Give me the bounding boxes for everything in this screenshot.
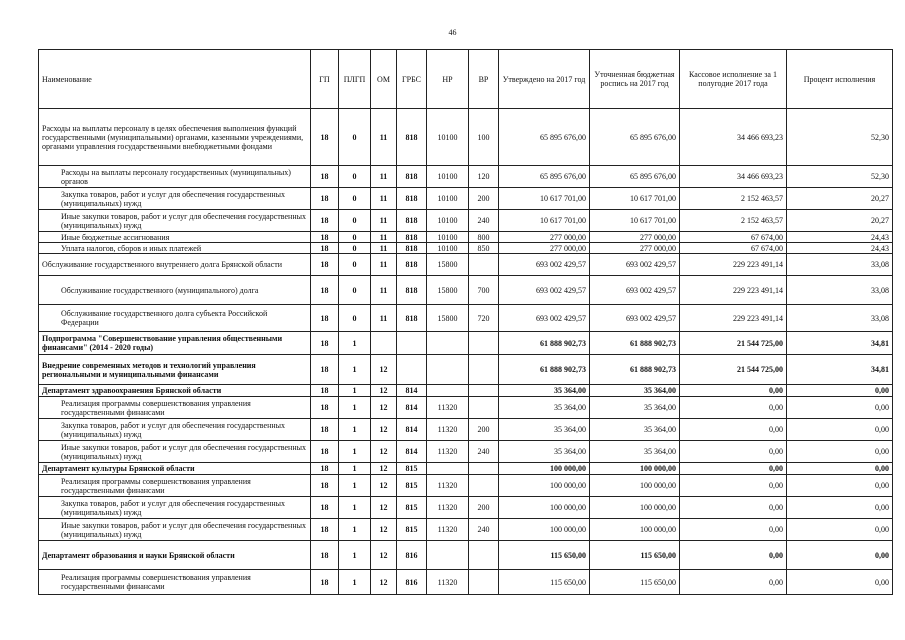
table-row [39, 519, 893, 541]
cell-name: Закупка товаров, работ и услуг для обеспечения государственных (муниципальных) нужд [39, 419, 311, 441]
cell-refined: 277 000,00 [590, 232, 680, 243]
cell-refined: 10 617 701,00 [590, 210, 680, 232]
cell-nr: 11320 [427, 419, 469, 441]
cell-om: 11 [371, 166, 397, 188]
cell-nr: 10100 [427, 210, 469, 232]
cell-percent: 0,00 [787, 397, 893, 419]
cell-om: 11 [371, 254, 397, 276]
cell-om: 11 [371, 243, 397, 254]
cell-cash: 0,00 [680, 519, 787, 541]
cell-cash: 0,00 [680, 385, 787, 397]
cell-approved: 693 002 429,57 [499, 276, 590, 305]
cell-cash: 2 152 463,57 [680, 210, 787, 232]
cell-om: 12 [371, 519, 397, 541]
cell-nr: 11320 [427, 497, 469, 519]
cell-gp: 18 [311, 419, 339, 441]
cell-name: Расходы на выплаты персоналу государственных (муниципальных) органов [39, 166, 311, 188]
cell-gp: 18 [311, 332, 339, 355]
cell-grbs: 818 [397, 276, 427, 305]
cell-cash: 0,00 [680, 570, 787, 595]
cell-om: 11 [371, 109, 397, 166]
table-row [39, 188, 893, 210]
cell-om: 12 [371, 355, 397, 385]
cell-gp: 18 [311, 166, 339, 188]
budget-table [38, 49, 893, 595]
cell-vr: 100 [469, 109, 499, 166]
cell-refined: 277 000,00 [590, 243, 680, 254]
cell-percent: 0,00 [787, 541, 893, 570]
page-number: 46 [448, 28, 457, 37]
cell-refined: 100 000,00 [590, 519, 680, 541]
cell-vr: 200 [469, 188, 499, 210]
cell-gp: 18 [311, 541, 339, 570]
table-row [39, 441, 893, 463]
table-row [39, 166, 893, 188]
header-vr: ВР [469, 50, 499, 109]
cell-percent: 33,08 [787, 254, 893, 276]
cell-plgp: 1 [339, 385, 371, 397]
cell-vr: 200 [469, 419, 499, 441]
cell-refined: 35 364,00 [590, 397, 680, 419]
cell-cash: 0,00 [680, 497, 787, 519]
cell-nr: 15800 [427, 254, 469, 276]
cell-plgp: 1 [339, 475, 371, 497]
table-row [39, 497, 893, 519]
cell-name: Закупка товаров, работ и услуг для обеспечения государственных (муниципальных) нужд [39, 188, 311, 210]
cell-grbs: 815 [397, 475, 427, 497]
cell-grbs: 815 [397, 519, 427, 541]
cell-grbs: 818 [397, 305, 427, 332]
cell-nr: 11320 [427, 475, 469, 497]
cell-vr: 120 [469, 166, 499, 188]
cell-om: 12 [371, 463, 397, 475]
cell-om: 11 [371, 210, 397, 232]
header-nr: НР [427, 50, 469, 109]
cell-name: Реализация программы совершенствования управления государственными финансами [39, 475, 311, 497]
cell-percent: 0,00 [787, 441, 893, 463]
cell-vr [469, 397, 499, 419]
cell-nr [427, 463, 469, 475]
cell-nr: 10100 [427, 243, 469, 254]
cell-approved: 100 000,00 [499, 497, 590, 519]
cell-name: Иные бюджетные ассигнования [39, 232, 311, 243]
cell-plgp: 1 [339, 463, 371, 475]
cell-om: 11 [371, 232, 397, 243]
cell-approved: 35 364,00 [499, 419, 590, 441]
cell-plgp: 0 [339, 243, 371, 254]
cell-vr: 720 [469, 305, 499, 332]
cell-approved: 100 000,00 [499, 519, 590, 541]
cell-plgp: 0 [339, 232, 371, 243]
cell-nr [427, 332, 469, 355]
cell-plgp: 0 [339, 109, 371, 166]
cell-approved: 35 364,00 [499, 385, 590, 397]
cell-gp: 18 [311, 475, 339, 497]
cell-grbs [397, 355, 427, 385]
cell-percent: 0,00 [787, 497, 893, 519]
cell-percent: 0,00 [787, 463, 893, 475]
cell-percent: 20,27 [787, 210, 893, 232]
cell-grbs: 816 [397, 570, 427, 595]
cell-percent: 33,08 [787, 305, 893, 332]
cell-cash: 0,00 [680, 463, 787, 475]
cell-gp: 18 [311, 570, 339, 595]
header-approved: Утверждено на 2017 год [499, 50, 590, 109]
cell-plgp: 1 [339, 397, 371, 419]
cell-om: 12 [371, 419, 397, 441]
cell-name: Департамент образования и науки Брянской области [39, 541, 311, 570]
cell-grbs: 814 [397, 397, 427, 419]
cell-cash: 2 152 463,57 [680, 188, 787, 210]
cell-plgp: 1 [339, 332, 371, 355]
table-row [39, 109, 893, 166]
cell-plgp: 1 [339, 541, 371, 570]
cell-refined: 10 617 701,00 [590, 188, 680, 210]
cell-gp: 18 [311, 355, 339, 385]
header-om: ОМ [371, 50, 397, 109]
cell-cash: 67 674,00 [680, 232, 787, 243]
cell-vr [469, 570, 499, 595]
cell-approved: 61 888 902,73 [499, 355, 590, 385]
cell-name: Подпрограмма "Совершенствование управления общественными финансами" (2014 - 2020 годы) [39, 332, 311, 355]
cell-approved: 693 002 429,57 [499, 305, 590, 332]
cell-refined: 100 000,00 [590, 475, 680, 497]
cell-gp: 18 [311, 254, 339, 276]
table-row [39, 541, 893, 570]
cell-grbs: 818 [397, 188, 427, 210]
cell-percent: 20,27 [787, 188, 893, 210]
cell-gp: 18 [311, 109, 339, 166]
cell-plgp: 0 [339, 305, 371, 332]
table-row [39, 385, 893, 397]
cell-name: Внедрение современных методов и технологий управления региональными и муниципальными финансами [39, 355, 311, 385]
header-percent: Процент исполнения [787, 50, 893, 109]
cell-vr [469, 254, 499, 276]
cell-nr: 11320 [427, 397, 469, 419]
cell-nr: 10100 [427, 109, 469, 166]
cell-gp: 18 [311, 210, 339, 232]
cell-nr: 11320 [427, 570, 469, 595]
cell-plgp: 1 [339, 570, 371, 595]
table-row [39, 276, 893, 305]
cell-name: Департамент здравоохранения Брянской области [39, 385, 311, 397]
cell-cash: 0,00 [680, 397, 787, 419]
cell-grbs: 818 [397, 210, 427, 232]
table-row [39, 463, 893, 475]
cell-nr [427, 541, 469, 570]
cell-plgp: 1 [339, 519, 371, 541]
cell-grbs: 818 [397, 109, 427, 166]
cell-name: Департамент культуры Брянской области [39, 463, 311, 475]
cell-approved: 277 000,00 [499, 232, 590, 243]
cell-vr: 240 [469, 441, 499, 463]
cell-vr: 700 [469, 276, 499, 305]
cell-percent: 0,00 [787, 570, 893, 595]
cell-grbs [397, 332, 427, 355]
cell-nr [427, 355, 469, 385]
cell-plgp: 1 [339, 497, 371, 519]
cell-percent: 52,30 [787, 109, 893, 166]
cell-name: Обслуживание государственного внутреннего долга Брянской области [39, 254, 311, 276]
cell-plgp: 1 [339, 441, 371, 463]
cell-refined: 100 000,00 [590, 497, 680, 519]
header-name: Наименование [39, 50, 311, 109]
cell-plgp: 1 [339, 419, 371, 441]
cell-om: 11 [371, 276, 397, 305]
cell-approved: 10 617 701,00 [499, 210, 590, 232]
cell-approved: 115 650,00 [499, 541, 590, 570]
cell-percent: 0,00 [787, 519, 893, 541]
cell-refined: 115 650,00 [590, 570, 680, 595]
cell-om: 12 [371, 385, 397, 397]
cell-cash: 0,00 [680, 475, 787, 497]
cell-name: Обслуживание государственного долга субъекта Российской Федерации [39, 305, 311, 332]
cell-gp: 18 [311, 305, 339, 332]
cell-gp: 18 [311, 188, 339, 210]
cell-grbs: 818 [397, 166, 427, 188]
cell-nr: 15800 [427, 276, 469, 305]
cell-grbs: 815 [397, 463, 427, 475]
cell-refined: 65 895 676,00 [590, 166, 680, 188]
cell-percent: 0,00 [787, 419, 893, 441]
cell-approved: 100 000,00 [499, 475, 590, 497]
table-row [39, 397, 893, 419]
cell-om: 12 [371, 570, 397, 595]
cell-plgp: 1 [339, 355, 371, 385]
cell-refined: 35 364,00 [590, 441, 680, 463]
cell-gp: 18 [311, 497, 339, 519]
cell-approved: 115 650,00 [499, 570, 590, 595]
cell-vr: 240 [469, 210, 499, 232]
cell-plgp: 0 [339, 254, 371, 276]
cell-gp: 18 [311, 243, 339, 254]
table-row [39, 305, 893, 332]
cell-om: 12 [371, 497, 397, 519]
cell-grbs: 815 [397, 497, 427, 519]
cell-approved: 100 000,00 [499, 463, 590, 475]
cell-percent: 33,08 [787, 276, 893, 305]
cell-approved: 65 895 676,00 [499, 166, 590, 188]
cell-percent: 24,43 [787, 232, 893, 243]
cell-cash: 34 466 693,23 [680, 166, 787, 188]
cell-percent: 0,00 [787, 475, 893, 497]
cell-refined: 35 364,00 [590, 419, 680, 441]
cell-cash: 229 223 491,14 [680, 276, 787, 305]
cell-nr: 15800 [427, 305, 469, 332]
cell-cash: 229 223 491,14 [680, 305, 787, 332]
cell-gp: 18 [311, 519, 339, 541]
table-row [39, 243, 893, 254]
cell-om: 11 [371, 305, 397, 332]
cell-approved: 277 000,00 [499, 243, 590, 254]
cell-nr [427, 385, 469, 397]
cell-vr [469, 541, 499, 570]
cell-refined: 115 650,00 [590, 541, 680, 570]
cell-gp: 18 [311, 463, 339, 475]
cell-approved: 35 364,00 [499, 441, 590, 463]
cell-nr: 11320 [427, 519, 469, 541]
cell-name: Уплата налогов, сборов и иных платежей [39, 243, 311, 254]
table-row [39, 210, 893, 232]
cell-nr: 10100 [427, 188, 469, 210]
cell-cash: 0,00 [680, 441, 787, 463]
cell-plgp: 0 [339, 276, 371, 305]
cell-nr: 10100 [427, 232, 469, 243]
cell-refined: 61 888 902,73 [590, 355, 680, 385]
cell-refined: 100 000,00 [590, 463, 680, 475]
cell-name: Иные закупки товаров, работ и услуг для обеспечения государственных (муниципальных) нужд [39, 519, 311, 541]
cell-om: 12 [371, 475, 397, 497]
table-row [39, 419, 893, 441]
cell-om: 12 [371, 541, 397, 570]
cell-vr: 850 [469, 243, 499, 254]
cell-approved: 35 364,00 [499, 397, 590, 419]
cell-cash: 0,00 [680, 541, 787, 570]
cell-name: Реализация программы совершенствования управления государственными финансами [39, 397, 311, 419]
cell-cash: 34 466 693,23 [680, 109, 787, 166]
cell-cash: 229 223 491,14 [680, 254, 787, 276]
cell-plgp: 0 [339, 210, 371, 232]
cell-approved: 693 002 429,57 [499, 254, 590, 276]
cell-cash: 67 674,00 [680, 243, 787, 254]
cell-approved: 10 617 701,00 [499, 188, 590, 210]
cell-vr [469, 355, 499, 385]
cell-vr [469, 385, 499, 397]
cell-vr: 800 [469, 232, 499, 243]
cell-name: Закупка товаров, работ и услуг для обеспечения государственных (муниципальных) нужд [39, 497, 311, 519]
cell-grbs: 814 [397, 385, 427, 397]
cell-grbs: 818 [397, 232, 427, 243]
cell-grbs: 818 [397, 243, 427, 254]
cell-vr [469, 475, 499, 497]
cell-om: 12 [371, 441, 397, 463]
table-row [39, 232, 893, 243]
header-gp: ГП [311, 50, 339, 109]
cell-percent: 34,81 [787, 332, 893, 355]
cell-refined: 65 895 676,00 [590, 109, 680, 166]
cell-gp: 18 [311, 232, 339, 243]
cell-percent: 34,81 [787, 355, 893, 385]
cell-refined: 693 002 429,57 [590, 254, 680, 276]
cell-vr: 240 [469, 519, 499, 541]
cell-grbs: 814 [397, 441, 427, 463]
cell-refined: 693 002 429,57 [590, 276, 680, 305]
header-grbs: ГРБС [397, 50, 427, 109]
cell-grbs: 818 [397, 254, 427, 276]
table-row [39, 254, 893, 276]
cell-cash: 0,00 [680, 419, 787, 441]
cell-gp: 18 [311, 441, 339, 463]
cell-nr: 11320 [427, 441, 469, 463]
cell-grbs: 814 [397, 419, 427, 441]
cell-plgp: 0 [339, 188, 371, 210]
header-row [39, 50, 893, 109]
table-row [39, 332, 893, 355]
cell-cash: 21 544 725,00 [680, 355, 787, 385]
cell-percent: 24,43 [787, 243, 893, 254]
cell-om: 11 [371, 188, 397, 210]
cell-grbs: 816 [397, 541, 427, 570]
cell-vr [469, 332, 499, 355]
cell-vr [469, 463, 499, 475]
cell-vr: 200 [469, 497, 499, 519]
cell-name: Обслуживание государственного (муниципального) долга [39, 276, 311, 305]
cell-name: Иные закупки товаров, работ и услуг для обеспечения государственных (муниципальных) нужд [39, 441, 311, 463]
cell-percent: 52,30 [787, 166, 893, 188]
cell-cash: 21 544 725,00 [680, 332, 787, 355]
cell-approved: 61 888 902,73 [499, 332, 590, 355]
cell-gp: 18 [311, 276, 339, 305]
cell-name: Расходы на выплаты персоналу в целях обеспечения выполнения функций государственными (муниципальными) органами, казенными учреждениями, органами управления государственными внебюджетными фондами [39, 109, 311, 166]
table-row [39, 355, 893, 385]
cell-refined: 693 002 429,57 [590, 305, 680, 332]
cell-om [371, 332, 397, 355]
cell-approved: 65 895 676,00 [499, 109, 590, 166]
cell-name: Иные закупки товаров, работ и услуг для обеспечения государственных (муниципальных) нужд [39, 210, 311, 232]
header-plgp: ПЛГП [339, 50, 371, 109]
cell-plgp: 0 [339, 166, 371, 188]
cell-percent: 0,00 [787, 385, 893, 397]
cell-refined: 35 364,00 [590, 385, 680, 397]
header-refined: Уточненная бюджетная роспись на 2017 год [590, 50, 680, 109]
table-row [39, 570, 893, 595]
cell-name: Реализация программы совершенствования управления государственными финансами [39, 570, 311, 595]
header-cash: Кассовое исполнение за 1 полугодие 2017 года [680, 50, 787, 109]
cell-gp: 18 [311, 385, 339, 397]
cell-om: 12 [371, 397, 397, 419]
cell-gp: 18 [311, 397, 339, 419]
cell-refined: 61 888 902,73 [590, 332, 680, 355]
cell-nr: 10100 [427, 166, 469, 188]
table-row [39, 475, 893, 497]
